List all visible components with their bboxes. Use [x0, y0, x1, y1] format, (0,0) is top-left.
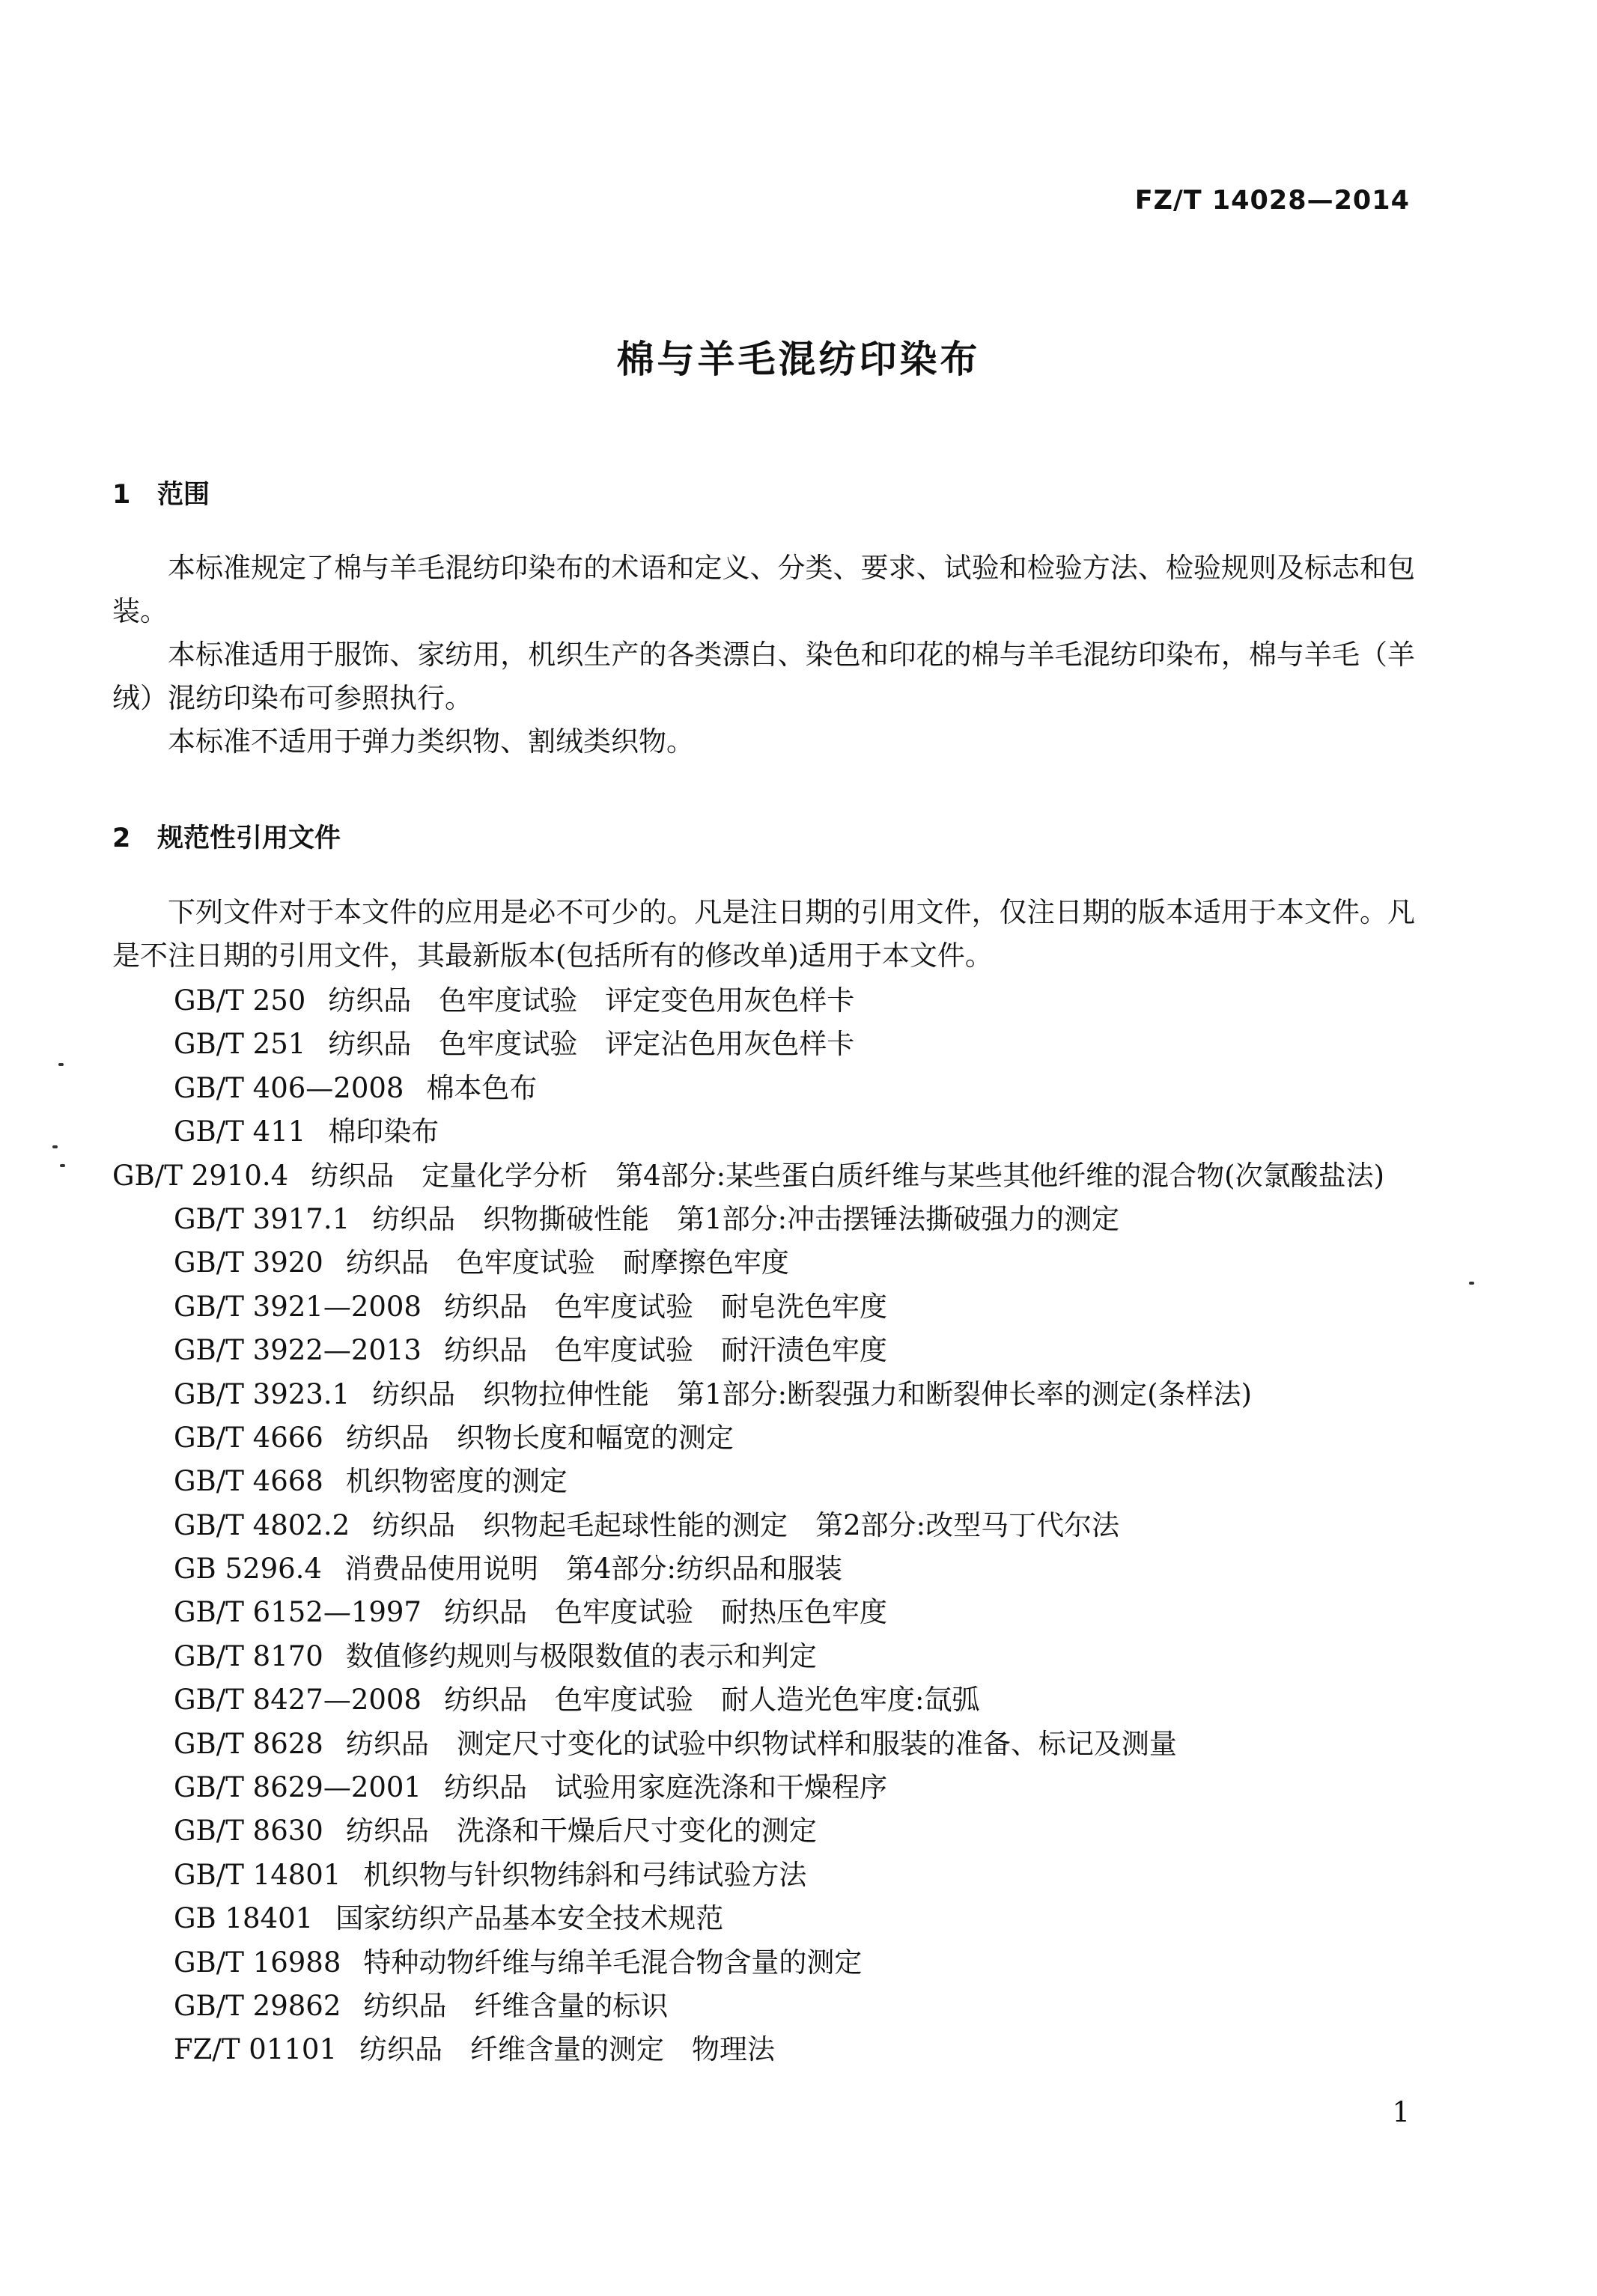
reference-code: GB/T 8629—2001	[174, 1771, 422, 1804]
reference-item	[174, 1985, 1417, 2028]
reference-title: 机织物密度的测定	[345, 1465, 568, 1498]
reference-item	[174, 1241, 1417, 1285]
reference-code: GB/T 8427—2008	[174, 1684, 422, 1717]
reference-title: 纺织品 织物长度和幅宽的测定	[345, 1421, 734, 1454]
reference-code: GB/T 8630	[174, 1815, 323, 1848]
standard-code: FZ/T 14028—2014	[1134, 186, 1410, 216]
reference-code: GB/T 2910.4	[112, 1159, 289, 1192]
reference-item	[174, 1591, 1417, 1634]
reference-code: GB 18401	[174, 1902, 314, 1935]
document-title: 棉与羊毛混纺印染布	[616, 338, 981, 381]
reference-item	[174, 1504, 1417, 1547]
section-2-heading	[112, 817, 341, 855]
reference-title: 纺织品 色牢度试验 耐人造光色牢度:氙弧	[443, 1684, 980, 1717]
reference-code: GB/T 4668	[174, 1465, 323, 1498]
reference-code: GB/T 4802.2	[174, 1508, 350, 1541]
reference-item	[174, 1723, 1417, 1766]
reference-title: 纺织品 试验用家庭洗涤和干燥程序	[443, 1771, 887, 1804]
reference-title: 纺织品 测定尺寸变化的试验中织物试样和服装的准备、标记及测量	[345, 1727, 1177, 1760]
reference-item	[174, 1678, 1417, 1722]
section-title: 范围	[157, 480, 210, 510]
reference-item	[174, 1854, 1417, 1897]
reference-code: FZ/T 01101	[174, 2033, 337, 2066]
reference-item	[174, 1766, 1417, 1809]
reference-code: GB/T 3921—2008	[174, 1290, 422, 1323]
reference-code: GB/T 4666	[174, 1421, 323, 1454]
scan-speck	[52, 1145, 58, 1148]
reference-code: GB/T 8628	[174, 1727, 323, 1760]
reference-code: GB/T 411	[174, 1115, 306, 1148]
reference-title: 棉本色布	[426, 1071, 538, 1104]
reference-item	[174, 1809, 1417, 1853]
reference-code: GB/T 3917.1	[174, 1202, 350, 1235]
reference-item	[174, 1941, 1417, 1985]
reference-item	[174, 1547, 1417, 1591]
reference-title: 纺织品 织物起毛起球性能的测定 第2部分:改型马丁代尔法	[372, 1508, 1120, 1541]
reference-title: 纺织品 色牢度试验 耐热压色牢度	[443, 1596, 887, 1629]
reference-code: GB/T 406—2008	[174, 1071, 404, 1104]
section-title: 规范性引用文件	[157, 823, 341, 853]
reference-title: 纺织品 洗涤和干燥后尺寸变化的测定	[345, 1815, 817, 1848]
page-number: 1	[1392, 2096, 1410, 2128]
reference-title: 国家纺织产品基本安全技术规范	[335, 1902, 724, 1935]
reference-title: 纺织品 纤维含量的标识	[363, 1990, 669, 2022]
reference-title: 机织物与针织物纬斜和弓纬试验方法	[363, 1858, 807, 1891]
reference-title: 纺织品 织物撕破性能 第1部分:冲击摆锤法撕破强力的测定	[372, 1202, 1120, 1235]
reference-title: 纺织品 色牢度试验 评定变色用灰色样卡	[328, 984, 855, 1017]
reference-title: 棉印染布	[328, 1115, 439, 1148]
reference-item	[174, 1416, 1417, 1460]
scope-paragraph-1: 本标准规定了棉与羊毛混纺印染布的术语和定义、分类、要求、试验和检验方法、检验规则及标志和包装。	[112, 552, 1415, 627]
reference-title: 消费品使用说明 第4部分:纺织品和服装	[344, 1553, 842, 1586]
section-1-heading	[112, 474, 210, 511]
reference-list	[112, 979, 1417, 2072]
reference-code: GB/T 3922—2013	[174, 1334, 422, 1367]
reference-item	[174, 1198, 1417, 1241]
reference-title: 纺织品 织物拉伸性能 第1部分:断裂强力和断裂伸长率的测定(条样法)	[372, 1377, 1252, 1410]
reference-item	[174, 1635, 1417, 1678]
reference-title: 特种动物纤维与绵羊毛混合物含量的测定	[363, 1946, 863, 1979]
reference-code: GB/T 6152—1997	[174, 1596, 422, 1629]
reference-item	[174, 979, 1417, 1023]
reference-title: 纺织品 色牢度试验 评定沾色用灰色样卡	[328, 1028, 855, 1061]
reference-item	[174, 1023, 1417, 1066]
reference-code: GB/T 251	[174, 1028, 306, 1061]
scan-speck	[60, 1164, 65, 1167]
reference-code: GB/T 8170	[174, 1639, 323, 1672]
reference-item	[174, 1897, 1417, 1940]
reference-item	[174, 1285, 1417, 1329]
reference-title: 纺织品 色牢度试验 耐摩擦色牢度	[345, 1246, 789, 1279]
reference-item	[174, 1460, 1417, 1503]
reference-title: 纺织品 定量化学分析 第4部分:某些蛋白质纤维与某些其他纤维的混合物(次氯酸盐法)	[311, 1159, 1384, 1192]
reference-item	[174, 1329, 1417, 1372]
references-intro: 下列文件对于本文件的应用是必不可少的。凡是注日期的引用文件，仅注日期的版本适用于本文件。凡是不注日期的引用文件，其最新版本(包括所有的修改单)适用于本文件。	[112, 896, 1415, 972]
reference-title: 纺织品 色牢度试验 耐汗渍色牢度	[443, 1334, 887, 1367]
reference-code: GB/T 3920	[174, 1246, 323, 1279]
reference-title: 纺织品 纤维含量的测定 物理法	[359, 2033, 775, 2066]
reference-item	[112, 1154, 1417, 1198]
reference-item	[174, 1067, 1417, 1110]
reference-item	[174, 1373, 1417, 1416]
reference-code: GB 5296.4	[174, 1553, 322, 1586]
section-number: 2	[112, 823, 131, 853]
reference-item	[174, 2028, 1417, 2071]
scan-speck	[58, 1063, 64, 1066]
reference-title: 数值修约规则与极限数值的表示和判定	[345, 1639, 817, 1672]
reference-code: GB/T 14801	[174, 1858, 341, 1891]
reference-code: GB/T 29862	[174, 1990, 341, 2022]
reference-code: GB/T 16988	[174, 1946, 341, 1979]
section-number: 1	[112, 480, 131, 510]
reference-code: GB/T 250	[174, 984, 306, 1017]
reference-code: GB/T 3923.1	[174, 1377, 350, 1410]
reference-title: 纺织品 色牢度试验 耐皂洗色牢度	[443, 1290, 887, 1323]
scope-paragraph-3: 本标准不适用于弹力类织物、割绒类织物。	[168, 725, 694, 758]
reference-item	[174, 1110, 1417, 1154]
scope-paragraph-2: 本标准适用于服饰、家纺用，机织生产的各类漂白、染色和印花的棉与羊毛混纺印染布，棉与羊毛（羊绒）混纺印染布可参照执行。	[112, 639, 1415, 714]
scan-speck	[1469, 1282, 1474, 1285]
